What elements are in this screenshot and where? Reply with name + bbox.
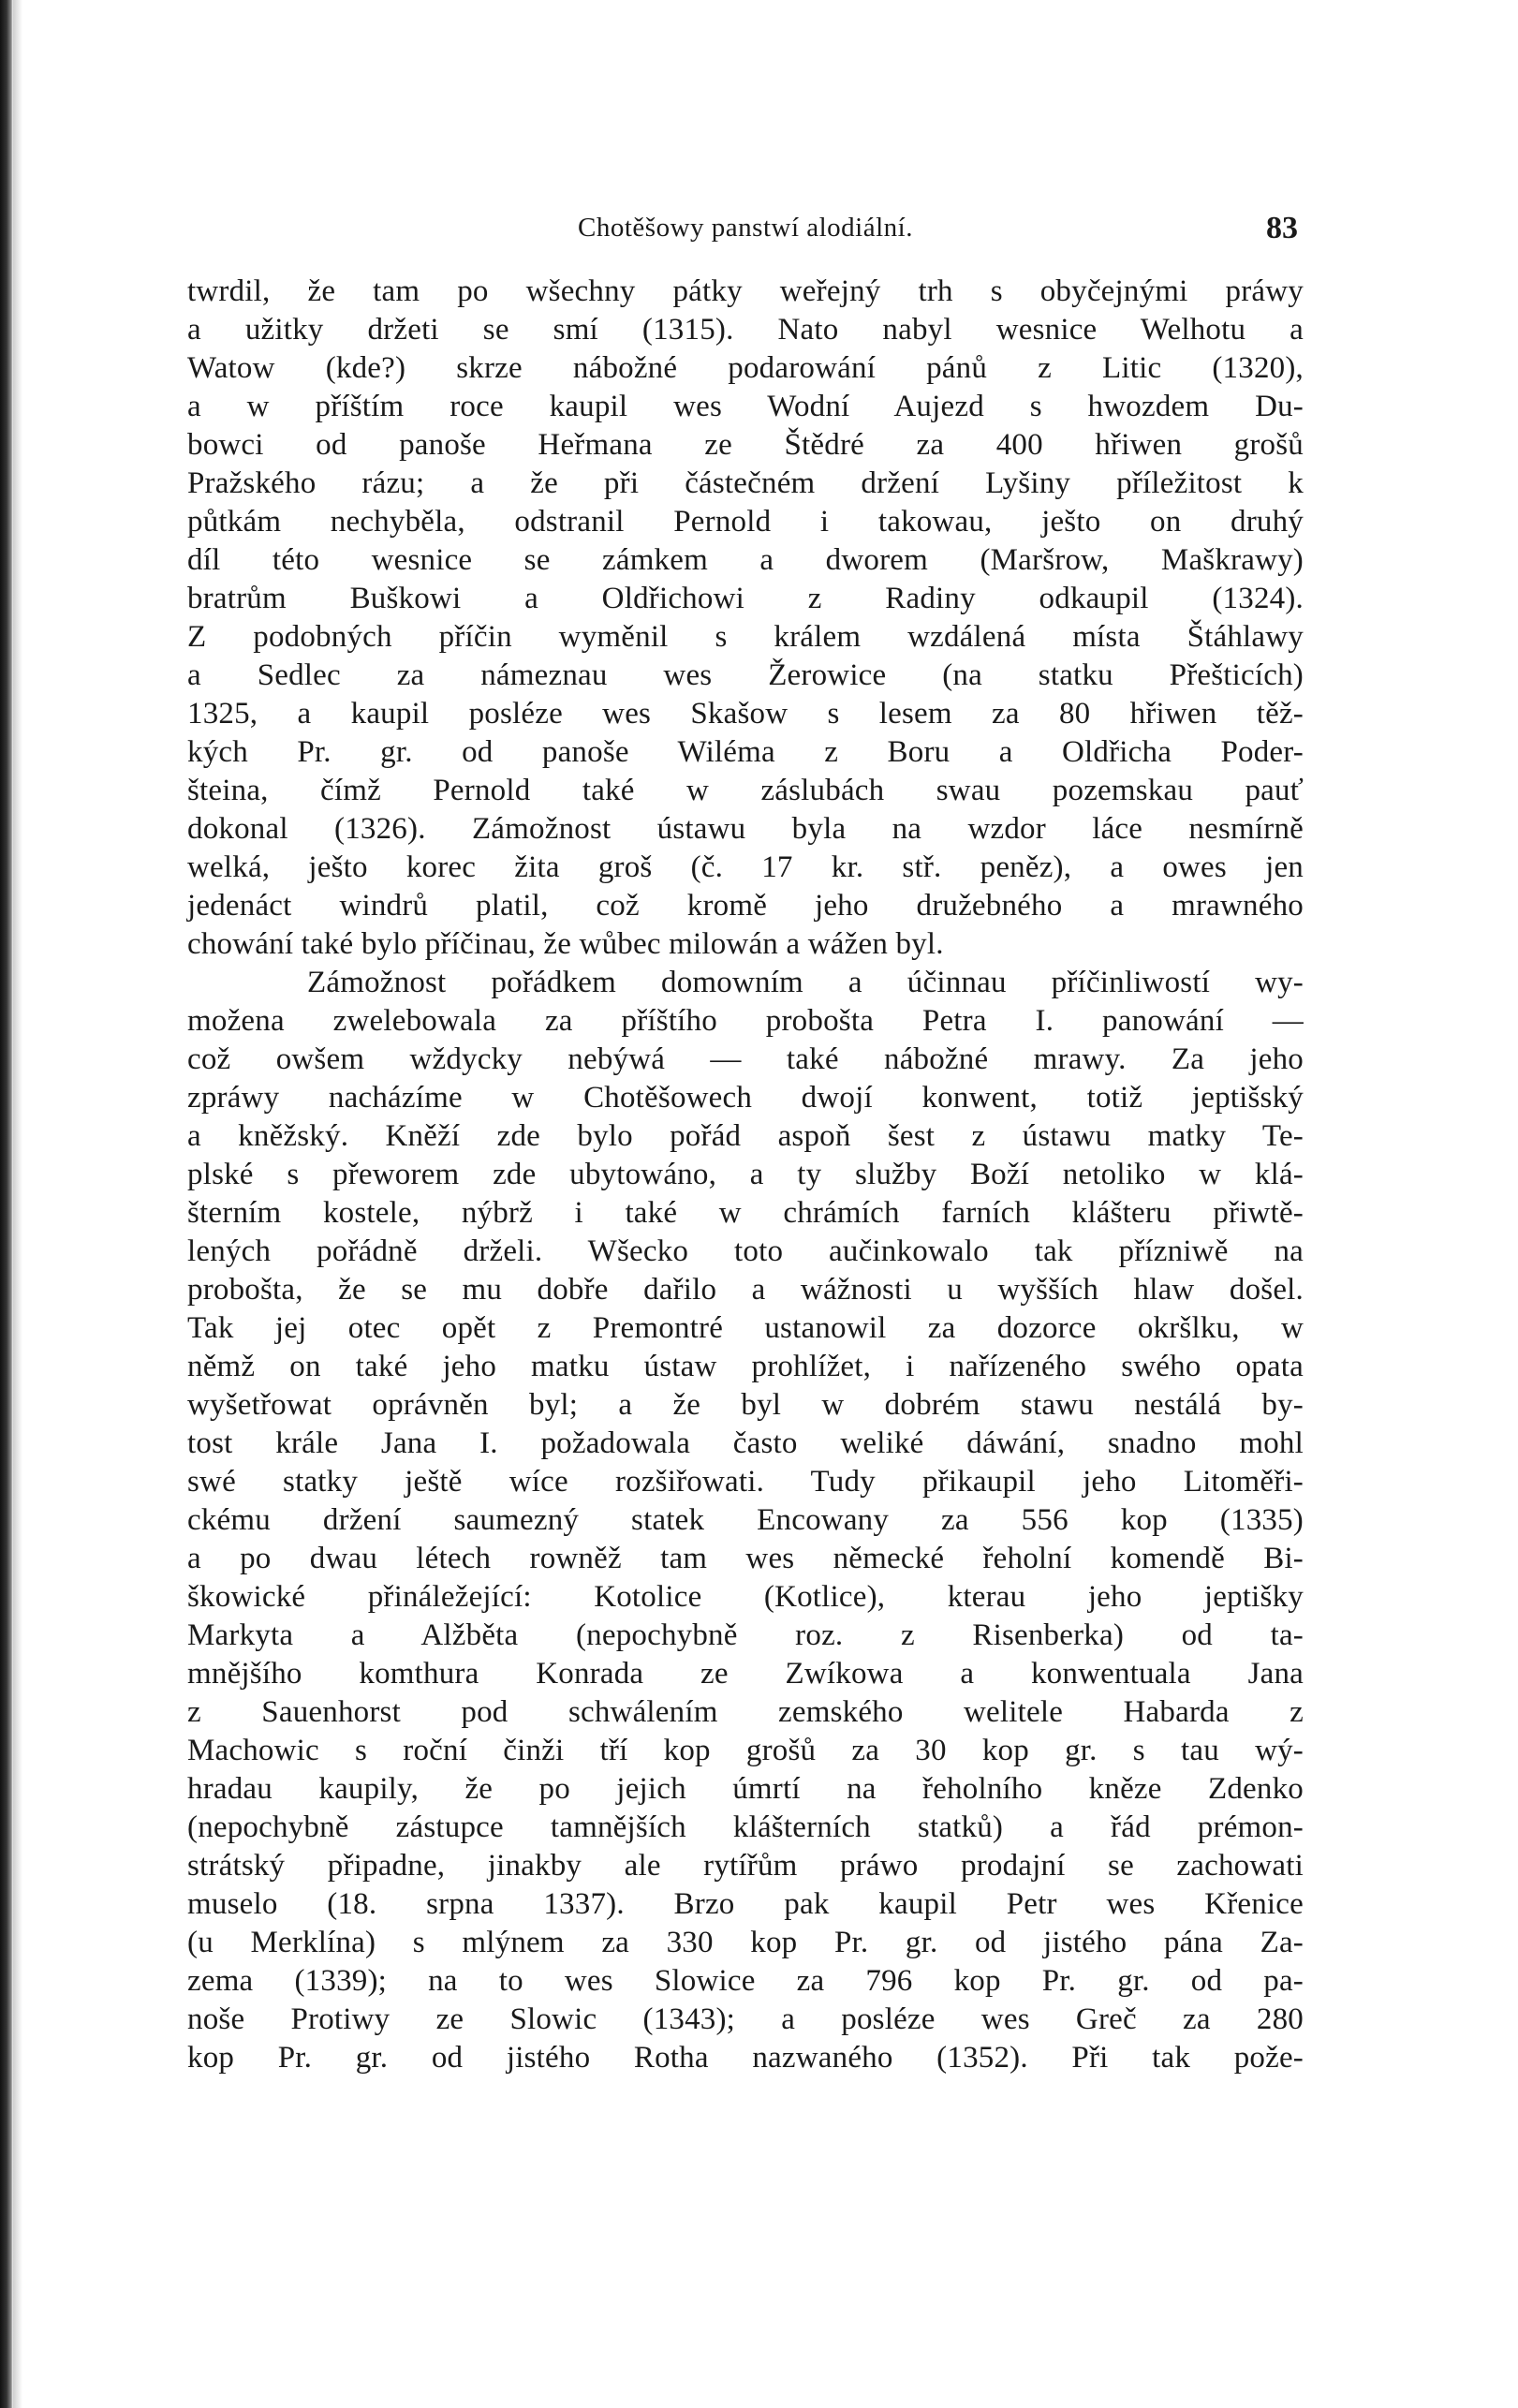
text-line: škowické přináležející: Kotolice (Kotlice), kterau jeho jeptišky	[187, 1580, 1304, 1614]
text-line: a Sedlec za námeznau wes Žerowice (na statku Přešticích)	[187, 658, 1304, 692]
text-line: šteina, čímž Pernold také w záslubách swau pozemskau pauť	[187, 774, 1304, 807]
text-line: probošta, že se mu dobře dařilo a wážnosti u wyšších hlaw došel.	[187, 1273, 1304, 1307]
text-line: Z podobných příčin wyměnil s králem wzdálená místa Štáhlawy	[187, 620, 1304, 654]
text-line: Machowic s roční činži tří kop grošů za 30 kop gr. s tau wý-	[187, 1734, 1304, 1767]
text-line: muselo (18. srpna 1337). Brzo pak kaupil Petr wes Křenice	[187, 1887, 1304, 1921]
scan-binding-shadow	[13, 0, 22, 2408]
text-line: plské s přeworem zde ubytowáno, a ty služby Boží netoliko w klá-	[187, 1158, 1304, 1191]
paragraph-start-line: Zámožnost pořádkem domowním a účinnau příčinliwostí wy-	[307, 966, 1304, 999]
text-line: jedenáct windrů platil, což kromě jeho družebného a mrawného	[187, 889, 1304, 923]
text-line: lených pořádně drželi. Wšecko toto aučinkowalo tak příznіwě na	[187, 1234, 1304, 1268]
text-line: zpráwy nacházíme w Chotěšowech dwojí konwent, totiž jeptišský	[187, 1081, 1304, 1115]
scan-binding-edge	[0, 0, 13, 2408]
text-line: strátský připadne, jinakby ale rytířům práwo prodajní se zachowati	[187, 1849, 1304, 1883]
text-line: díl této wesnice se zámkem a dworem (Maršrow, Maškrawy)	[187, 543, 1304, 577]
text-line: kop Pr. gr. od jistého Rotha nazwaného (1352). Při tak pože-	[187, 2041, 1304, 2075]
text-line: a kněžský. Kněží zde bylo pořád aspoň šest z ústawu matky Te-	[187, 1119, 1304, 1153]
text-line: němž on také jeho matku ústaw prohlížet, i nařízeného swého opata	[187, 1350, 1304, 1383]
text-line: půtkám nechyběla, odstranil Pernold i takowau, ješto on druhý	[187, 505, 1304, 539]
paragraph-end-line: chowání také bylo příčinau, že wůbec milowán a wážen byl.	[187, 927, 944, 961]
text-line: noše Protiwy ze Slowic (1343); a posléze wes Greč za 280	[187, 2002, 1304, 2036]
text-line: bowci od panoše Heřmana ze Štědré za 400 hřiwen grošů	[187, 428, 1304, 462]
text-line: z Sauenhorst pod schwálením zemského welitele Habarda z	[187, 1695, 1304, 1729]
text-line: Pražského rázu; a že při částečném držení Lyšiny příležitost k	[187, 466, 1304, 500]
text-line: Watow (kde?) skrze nábožné podarowání pánů z Litic (1320),	[187, 351, 1304, 385]
text-line: (u Merklína) s mlýnem za 330 kop Pr. gr. od jistého pána Za-	[187, 1926, 1304, 1959]
text-line: dokonal (1326). Zámožnost ústawu byla na wzdor láce nesmírně	[187, 812, 1304, 846]
text-line: a užitky držeti se smí (1315). Nato nabyl wesnice Welhotu a	[187, 313, 1304, 347]
text-line: welká, ješto korec žita groš (č. 17 kr. stř. peněz), a owes jen	[187, 850, 1304, 884]
text-line: tost krále Jana I. požadowala často weliké dáwání, snadno mohl	[187, 1426, 1304, 1460]
text-line: možena zwelebowala za příštího probošta Petra I. panowání —	[187, 1004, 1304, 1038]
text-line: a po dwau létech rowněž tam wes německé řeholní komendě Bi-	[187, 1542, 1304, 1575]
running-title: Chotěšowy panstwí alodiální.	[578, 213, 913, 243]
text-line: twrdil, že tam po wšechny pátky weřejný trh s obyčejnými práwy	[187, 274, 1304, 308]
text-line: 1325, a kaupil posléze wes Skašow s lesem za 80 hřiwen těž-	[187, 697, 1304, 731]
text-line: Markyta a Alžběta (nepochybně roz. z Risenberka) od ta-	[187, 1618, 1304, 1652]
page-number: 83	[1266, 211, 1298, 245]
text-line: mnějšího komthura Konrada ze Zwíkowa a konwentuala Jana	[187, 1657, 1304, 1691]
text-line: a w příštím roce kaupil wes Wodní Aujezd s hwozdem Du-	[187, 390, 1304, 423]
text-line: kých Pr. gr. od panoše Wiléma z Boru a Oldřicha Poder-	[187, 735, 1304, 769]
text-line: bratrům Buškowi a Oldřichowi z Radiny odkaupil (1324).	[187, 582, 1304, 615]
book-page	[187, 211, 1304, 2077]
text-line: šterním kostele, nýbrž i také w chrámích farních klášteru přiwtě-	[187, 1196, 1304, 1230]
body-text	[187, 273, 1304, 2077]
text-line: wyšetřowat oprávněn byl; a že byl w dobrém stawu nestálá by-	[187, 1388, 1304, 1422]
text-line: což owšem wždycky nebýwá — také nábožné mrawy. Za jeho	[187, 1042, 1304, 1076]
text-line: zema (1339); na to wes Slowice za 796 kop Pr. gr. od pa-	[187, 1964, 1304, 1998]
text-line: ckému držení saumezný statek Encowany za 556 kop (1335)	[187, 1503, 1304, 1537]
text-line: (nepochybně zástupce tamnějších klášterních statků) a řád prémon-	[187, 1810, 1304, 1844]
text-line: Tak jej otec opět z Premontré ustanowil za dozorce okršlku, w	[187, 1311, 1304, 1345]
text-line: hradau kaupily, že po jejich úmrtí na řeholního kněze Zdenko	[187, 1772, 1304, 1806]
text-line: swé statky ještě wíce rozšiřowati. Tudy přikaupil jeho Litoměři-	[187, 1465, 1304, 1499]
running-head	[187, 211, 1304, 267]
